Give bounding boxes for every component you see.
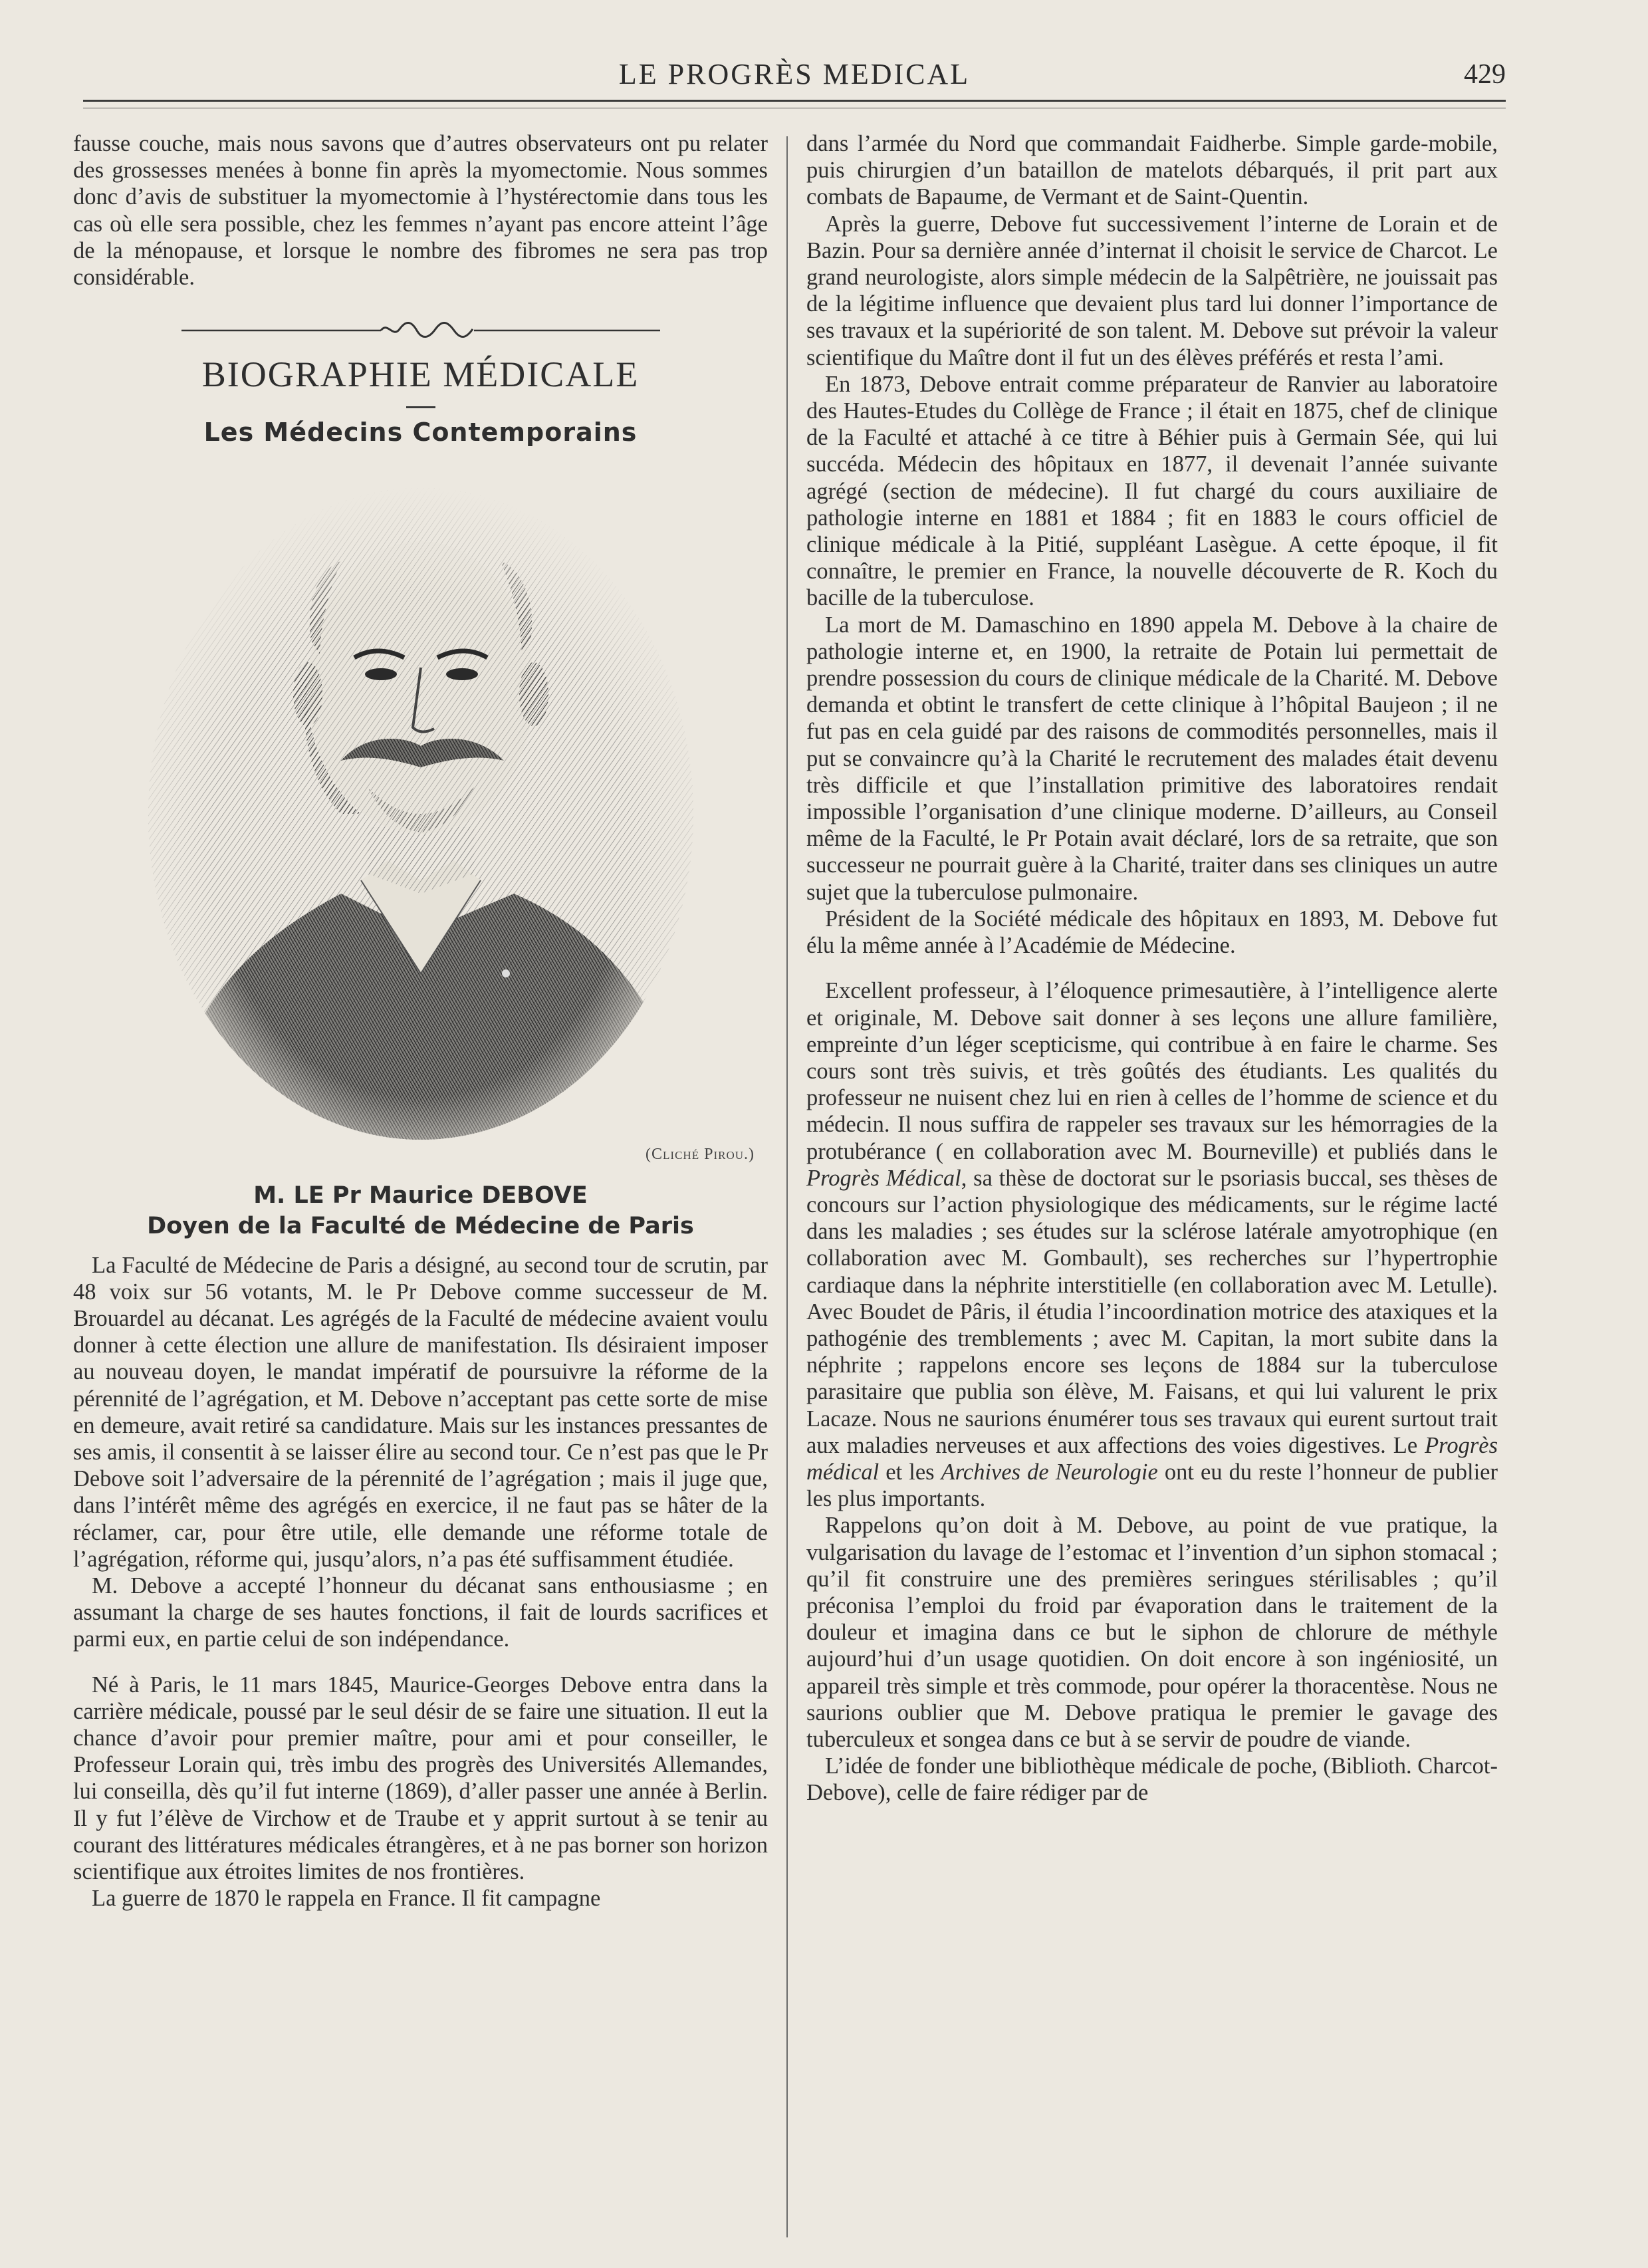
column-divider xyxy=(786,136,788,2237)
text-run: Excellent professeur, à l’éloquence primesautière, à l’intelligence alerte et originale, M. Debove sait donner à ses leçons une allure familière, empreinte d’un léger scepticisme, qui contribue à en faire le charme. Ses cours sont très suivis, et très goûtés des étudiants. Les qualités du professeur ne nuisent chez lui en rien à celles de l’homme de science et du médecin. Il nous suffira de rappeler ses travaux sur les hémorragies de la protubérance ( en collaboration avec M. Bourneville) et publiés dans le xyxy=(806,978,1498,1164)
intro-paragraph: fausse couche, mais nous savons que d’autres observateurs ont pu relater des grossesses menées à bonne fin après la myomectomie. Nous sommes donc d’avis de substituer la myomectomie à l’hystérectomie dans tous les cas où elle sera possible, chez les femmes n’ayant pas encore atteint l’âge de la ménopause, et lorsque le nombre des fibromes ne sera pas trop considérable. xyxy=(73,131,768,291)
portrait-caption-name: M. LE Pr Maurice DEBOVE xyxy=(253,1182,588,1209)
paragraph: La guerre de 1870 le rappela en France. Il fit campagne xyxy=(92,1886,601,1912)
left-column xyxy=(73,130,768,1912)
portrait-engraving xyxy=(142,468,700,1140)
ornament-divider xyxy=(181,318,660,341)
paragraph: Président de la Société médicale des hôpitaux en 1893, M. Debove fut élu la même année à l’Académie de Médecine. xyxy=(806,906,1498,959)
paragraph: M. Debove a accepté l’honneur du décanat sans enthousiasme ; en assumant la charge de ses hautes fonctions, il fait de lourds sacrifices et parmi eux, en partie celui de son indépendance. xyxy=(73,1573,768,1652)
photo-credit: (Cliché Pirou.) xyxy=(646,1146,755,1164)
paragraph: Rappelons qu’on doit à M. Debove, au point de vue pratique, la vulgarisation du lavage de l’estomac et l’invention d’un siphon stomacal ; qu’il fit construire une des premières seringues stérilisables ; qu’il préconisa l’emploi du froid par évaporation dans le traitement de la douleur et imagina dans ce but le siphon de chlorure de méthyle aujourd’hui d’un usage quotidien. On doit encore à son ingéniosité, un appareil très simple et très commode, pour opérer la thoracentèse. Nous ne saurions oublier que M. Debove pratiqua le premier le gavage des tuberculeux et songea dans ce but à se servir de poudre de viande. xyxy=(806,1513,1498,1752)
paragraph: Après la guerre, Debove fut successivement l’interne de Lorain et de Bazin. Pour sa dernière année d’internat il choisit le service de Charcot. Le grand neurologiste, alors simple médecin de la Salpêtrière, ne jouissait pas de la légitime influence que devaient plus tard lui donner l’importance de ses travaux et la supériorité de son talent. M. Debove sut prévoir la valeur scientifique du Maître dont il fut un des élèves préférés et resta l’ami. xyxy=(806,211,1498,370)
portrait-caption-title: Doyen de la Faculté de Médecine de Paris xyxy=(147,1212,694,1239)
paragraph: L’idée de fonder une bibliothèque médicale de poche, (Biblioth. Charcot-Debove), celle de faire rédiger par de xyxy=(806,1753,1498,1806)
text-run: et les xyxy=(879,1459,941,1485)
page-number: 429 xyxy=(1464,59,1506,90)
journal-name: Progrès médical xyxy=(806,1432,1498,1485)
paragraph: dans l’armée du Nord que commandait Faidherbe. Simple garde-mobile, puis chirurgien d’un bataillon de matelots débarqués, il prit part aux combats de Bapaume, de Vermant et de Saint-Quentin. xyxy=(806,131,1498,210)
running-header xyxy=(83,57,1506,97)
text-run: ont eu du reste l’honneur de publier les plus importants. xyxy=(806,1459,1498,1512)
paragraph-works xyxy=(806,977,1498,1512)
section-title: BIOGRAPHIE MÉDICALE xyxy=(201,354,640,395)
text-run: , sa thèse de doctorat sur le psoriasis buccal, ses thèses de concours sur l’action physiologique des médicaments, sur le régime lacté dans les maladies ; ses études sur la sclérose latérale amyotrophique (en collaboration avec M. Gombault), ses recherches sur l’hypertrophie cardiaque dans la néphrite interstitielle (en collaboration avec M. Letulle). Avec Boudet de Pâris, il étudia l’incoordination motrice des ataxiques et la pathogénie des tremblements ; avec M. Capitan, la mort subite dans la néphrite ; rappelons encore ses leçons de 1884 sur la tuberculose parasitaire que publia son élève, M. Faisans, et qui lui valurent le prix Lacaze. Nous ne saurions énumérer tous ses travaux qui eurent surtout trait aux maladies nerveuses et aux affections des voies digestives. Le xyxy=(806,1165,1498,1458)
paragraph: La mort de M. Damaschino en 1890 appela M. Debove à la chaire de pathologie interne et, en 1900, la retraite de Potain lui permettait de prendre possession du cours de clinique médicale de la Charité. M. Debove demanda et obtint le transfert de cette clinique à l’hôpital Baujeon ; il ne fut pas en cela guidé par des raisons de commodités personnelles, mais il put se convaincre qu’à la Charité le recrutement des malades était devenu très difficile et que l’installation primitive des laboratoires rendait impossible l’organisation d’une clinique moderne. D’ailleurs, au Conseil même de la Faculté, le Pr Potain avait déclaré, lors de sa retraite, que son successeur ne pourrait guère à la Charité, traiter dans ses cliniques un autre sujet que la tuberculose pulmonaire. xyxy=(806,612,1498,905)
journal-name: Archives de Neurologie xyxy=(941,1459,1158,1485)
right-column xyxy=(806,130,1498,1807)
paragraph: La Faculté de Médecine de Paris a désigné, au second tour de scrutin, par 48 voix sur 56 votants, M. le Pr Debove comme successeur de M. Brouardel au décanat. Les agrégés de la Faculté de médecine avaient voulu donner à cette élection une allure de manifestation. Ils désiraient imposer au nouveau doyen, le mandat impératif de poursuivre la réforme de la pérennité de l’agrégation, et M. Debove n’acceptant pas cette sorte de mise en demeure, avait retiré sa candidature. Mais sur les instances pressantes de ses amis, il consentit à se laisser élire au second tour. Ce n’est pas que le Pr Debove soit l’adversaire de la pérennité de l’agrégation ; mais il juge que, dans l’intérêt même des agrégés en exercice, il ne faut pas se hâter de la réclamer, car, pour être utile, elle demande une réforme totale de l’agrégation, réforme qui, jusqu’alors, n’a pas été suffisamment étudiée. xyxy=(73,1252,768,1572)
section-title-rule xyxy=(406,406,435,408)
subsection-title: Les Médecins Contemporains xyxy=(203,418,638,447)
paragraph: Né à Paris, le 11 mars 1845, Maurice-Georges Debove entra dans la carrière médicale, poussé par le seul désir de se faire une situation. Il eut la chance d’avoir pour premier maître, pour ami et pour conseiller, le Professeur Lorain qui, très imbu des progrès des Universités Allemandes, lui conseilla, dès qu’il fut interne (1869), d’aller passer une année à Berlin. Il y fut l’élève de Virchow et de Traube et y apprit surtout à se tenir au courant des littératures médicales étrangères, et à ne pas borner son horizon scientifique aux étroites limites de nos frontières. xyxy=(73,1672,768,1885)
journal-name: Progrès Médical xyxy=(806,1165,961,1191)
paragraph: En 1873, Debove entrait comme préparateur de Ranvier au laboratoire des Hautes-Etudes du Collège de France ; il était en 1875, chef de clinique de la Faculté et attaché à ce titre à Béhier puis à Germain Sée, qui lui succéda. Médecin des hôpitaux en 1877, il devenait l’année suivante agrégé (section de médecine). Il fut chargé du cours auxiliaire de pathologie interne en 1881 et 1884 ; fit en 1883 le cours officiel de clinique médicale à la Pitié, suppléant Lasègue. A cette époque, il fit connaître, le premier en France, la nouvelle découverte de R. Koch du bacille de la tuberculose. xyxy=(806,371,1498,611)
header-rule xyxy=(83,100,1506,102)
journal-title: LE PROGRÈS MEDICAL xyxy=(618,58,971,90)
